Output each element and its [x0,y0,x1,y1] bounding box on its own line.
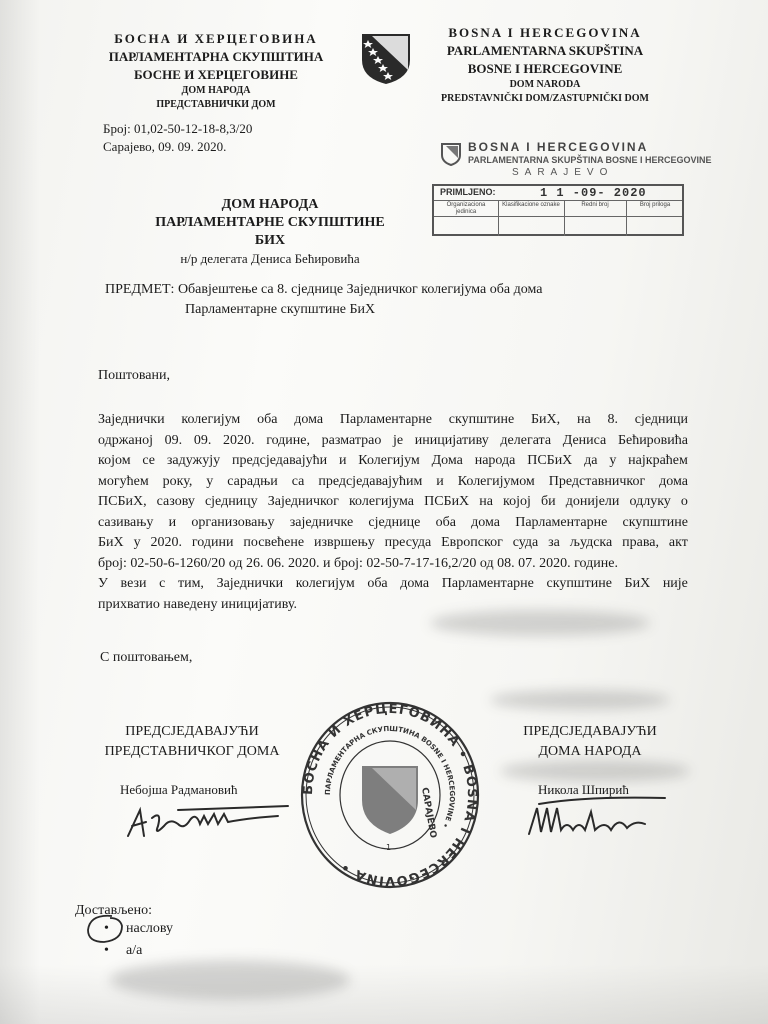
word: дома [659,473,688,489]
word: Дома [431,453,463,468]
recipient-block [140,196,400,268]
letterhead-country: БОСНА И ХЕРЦЕГОВИНА [114,31,318,46]
word: оба [435,514,456,530]
letterhead-latin [420,24,670,106]
signatory-right [475,722,705,762]
word: Заједничког [267,494,339,509]
word: одржаној [98,432,153,448]
stamp-received-row [434,186,682,201]
word: вези [120,576,147,591]
word: сједници [634,412,688,427]
scan-smudge [490,690,670,710]
word: ПСБиХ [527,453,573,468]
word: У [98,576,108,591]
word: ПСБиХ [424,494,470,509]
word: сарадњи [227,473,278,489]
word: Европског [441,535,503,550]
word: Заједнички [98,412,165,427]
word: извршењу [314,535,375,550]
word: оба [257,412,278,427]
delivered-label: Достављено: [75,903,152,918]
word: и [436,473,444,489]
paragraph-line: прихватио наведену иницијативу. [98,596,298,612]
word: оба [367,576,388,591]
scan-smudge [430,610,650,636]
word: дома [294,412,324,427]
word: одлуку [629,494,671,509]
signature-right [515,790,675,846]
word: року, [162,473,193,489]
word: дома [400,576,430,591]
stamp-col-attachments: Broj priloga [639,202,671,208]
stamp-shield-icon [440,142,462,166]
word: колегијум [295,576,355,591]
reference-place-date: Сарајево, 09. 09. 2020. [103,139,227,154]
paragraph-line [98,410,688,431]
word: и [168,514,177,530]
letterhead-parliament-latin: PARLAMENTARNA SKUPŠTINA [446,43,644,58]
signatory-left-title-2: ПРЕДСТАВНИЧКОГ ДОМА [104,744,280,759]
word: 8. [607,412,618,427]
letterhead-state-latin: BOSNE I HERCEGOVINE [467,61,623,76]
letterhead-house-peoples: ДОМ НАРОДА [181,85,251,96]
stamp-received-label: PRIMLJENO: [440,187,496,197]
word: заједничке [289,514,354,530]
bullet-icon: • [104,921,109,936]
word: 2020. [150,535,182,550]
received-stamp [432,134,712,246]
word: ПСБиХ, [98,494,147,509]
scan-smudge [500,760,690,782]
word: години [191,535,234,550]
recipient-house: ДОМ НАРОДА [221,197,319,212]
word: скупштине [622,514,688,530]
salutation: Поштовани, [98,368,170,383]
recipient-attention: н/р делегата Дениса Бећировића [180,251,360,266]
letterhead-parliament: ПАРЛАМЕНТАРНА СКУПШТИНА [108,49,324,64]
reference-number: Број: 01,02-50-12-18-8,3/20 [103,121,253,136]
word: Дениса [562,432,607,448]
stamp-city: SARAJEVO [512,167,614,178]
word: задужују [166,453,221,468]
signatory-right-name: Никола Шпирић [538,782,629,797]
word: би [541,494,556,509]
signatory-right-title-2: ДОМА НАРОДА [538,744,642,759]
word: људска [569,535,613,550]
word: предсједавајући [231,453,328,468]
word: Заједнички [216,576,284,591]
word: најкраћем [628,453,688,468]
paragraph-line [98,472,688,493]
word: на [479,494,493,509]
subject-line-2: Парламентарне скупштине БиХ [185,302,376,317]
word: Колегијум [358,453,420,468]
word: 09. [193,432,212,448]
word: скупштине [448,412,515,427]
seal-number: 1 [386,843,392,852]
word: суда [512,535,539,550]
word: сазову [156,494,195,509]
word: разматрао [321,432,382,448]
word: посвећене [243,535,305,550]
stamp-col-divider [498,200,499,236]
word: тим, [177,576,204,591]
signatory-left [72,722,312,762]
list-item: • а/а [96,940,173,962]
word: Представничког [548,473,646,489]
word: Парламентарне [515,514,608,530]
word: могућем [98,473,149,489]
word: БиХ, [531,412,561,427]
word: за [548,535,560,550]
stamp-received-date: 1 1 -09- 2020 [540,186,647,200]
word: права, [622,535,659,550]
word: се [142,453,156,468]
seal-center-text: САРАЈЕВО [419,786,438,839]
word: Парламентарне [339,412,432,427]
word: донијели [565,494,620,509]
letterhead-house-reps-latin: PREDSTAVNIČKI DOM/ZASTUPNIČKI DOM [441,93,649,104]
paragraph-line [98,513,688,534]
word: БиХ [98,535,124,550]
word: у [133,535,141,550]
subject-line-1: ПРЕДМЕТ: Обавјештење са 8. сједнице Заједничког колегијума оба дома [105,282,543,297]
signature-left [118,796,298,846]
word: народа [474,453,516,468]
word: 2020. [223,432,255,448]
signatory-left-name: Небојша Радмановић [120,782,238,797]
word: сједнице [368,514,421,530]
word: делегата [500,432,552,448]
list-item: • наслову [96,918,173,940]
word: Парламентарне [441,576,534,591]
stamp-col-divider [626,200,627,236]
word: је [393,432,404,448]
page-shadow-left [0,0,40,1024]
official-seal [300,700,480,890]
body-paragraph-1 [98,410,688,574]
letterhead-house-reps: ПРЕДСТАВНИЧКИ ДОМ [156,99,276,110]
word: колегијум [181,412,241,427]
subject-block [105,280,542,320]
stamp-title: BOSNA I HERCEGOVINA [468,140,649,154]
paragraph-line [98,574,688,595]
word: колегијума [348,494,414,509]
bullet-icon: • [104,943,109,958]
letterhead-house-peoples-latin: DOM NARODA [509,79,581,90]
signatory-right-title-1: ПРЕДСЈЕДАВАЈУЋИ [523,724,657,739]
paragraph-line [98,451,688,472]
word: којој [503,494,531,509]
word: није [662,576,688,591]
word: у [206,473,214,489]
paragraph-line: број: 02-50-6-1260/20 од 26. 06. 2020. и број: 02-50-7-17-16,2/20 од 08. 07. 2020. године. [98,555,618,571]
word: организовању [191,514,275,530]
word: којом [98,453,131,468]
word: Бећировића [617,432,688,448]
paragraph-line [98,533,688,554]
word: са [291,473,305,489]
word: сједницу [204,494,258,509]
stamp-col-divider [564,200,565,236]
word: иницијативу [414,432,489,448]
recipient-parliament: ПАРЛАМЕНТАРНЕ СКУПШТИНЕ БИХ [155,215,385,248]
word: акт [668,535,688,550]
paragraph-line [98,492,688,513]
scan-smudge [110,960,350,1000]
stamp-table [432,184,684,236]
seal-outer-text: БОСНА И ХЕРЦЕГОВИНА • BOSNA I HERCEGOVINA • [300,701,480,889]
stamp-col-serial: Redni broj [581,202,609,208]
body-paragraph-2 [98,574,688,615]
letterhead-state: БОСНЕ И ХЕРЦЕГОВИНЕ [134,67,298,82]
closing: С поштовањем, [100,650,193,665]
word: скупштине [546,576,612,591]
word: на [576,412,591,427]
word: да [584,453,598,468]
coat-of-arms-icon [358,30,414,86]
word: предсједавајућим [318,473,423,489]
stamp-col-org-unit: Organizaciona jedinica [446,202,486,215]
word: дома [471,514,500,530]
word: о [680,494,688,509]
handwritten-circle-mark [82,912,132,946]
word: с [159,576,166,591]
word: и [338,453,347,468]
word: Колегијумом [457,473,535,489]
reference-block [103,120,252,156]
word: године, [266,432,310,448]
paragraph-line [98,431,688,452]
stamp-col-classification: Klasifikacione oznake [502,202,560,208]
seal-inner-text: ПАРЛАМЕНТАРНА СКУПШТИНА BOSNE I HERCEGOVINE • [323,724,457,829]
stamp-subtitle: PARLAMENTARNA SKUPŠTINA BOSNE I HERCEGOVINE [468,155,712,165]
word: 09. [164,432,183,448]
letterhead-country-latin: BOSNA I HERCEGOVINA [448,25,642,40]
word: сазивању [98,514,154,530]
signatory-left-title-1: ПРЕДСЈЕДАВАЈУЋИ [125,724,259,739]
letterhead-cyrillic [96,30,336,112]
word: у [609,453,617,468]
word: пресуда [384,535,432,550]
word: БиХ [624,576,651,591]
